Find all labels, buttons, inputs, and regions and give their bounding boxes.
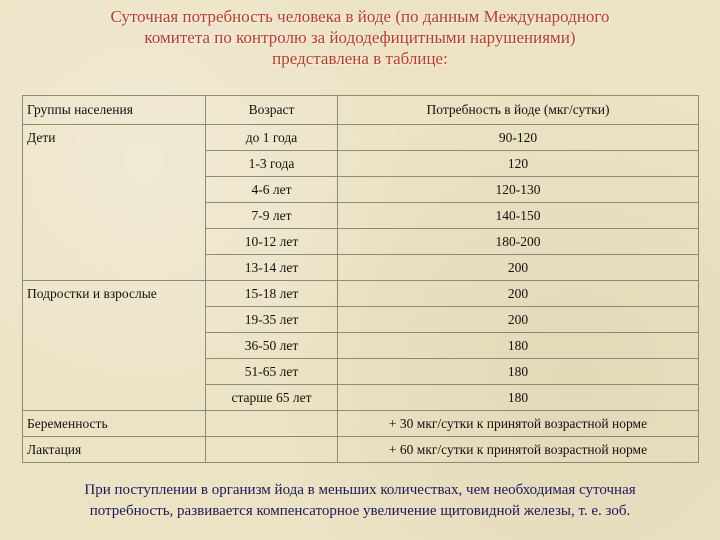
- need-cell: 90-120: [338, 125, 699, 151]
- need-cell: 120: [338, 151, 699, 177]
- need-cell: 200: [338, 307, 699, 333]
- header-age: Возраст: [206, 96, 338, 125]
- need-cell: 200: [338, 281, 699, 307]
- title-line-1: Суточная потребность человека в йоде (по данным Международного: [110, 7, 610, 26]
- age-cell: 19-35 лет: [206, 307, 338, 333]
- title-line-3: представлена в таблице:: [272, 49, 448, 68]
- footer-line-1: При поступлении в организм йода в меньших количествах, чем необходимая суточная: [84, 482, 636, 498]
- age-cell: 1-3 года: [206, 151, 338, 177]
- table-header-row: [23, 96, 699, 125]
- need-lactation: + 60 мкг/сутки к принятой возрастной норме: [338, 437, 699, 463]
- table-row: [23, 125, 699, 151]
- empty-age-cell: [206, 437, 338, 463]
- age-cell: 15-18 лет: [206, 281, 338, 307]
- empty-age-cell: [206, 411, 338, 437]
- need-cell: 180: [338, 333, 699, 359]
- need-pregnancy: + 30 мкг/сутки к принятой возрастной норме: [338, 411, 699, 437]
- age-cell: до 1 года: [206, 125, 338, 151]
- iodine-requirement-table: [22, 95, 699, 463]
- need-cell: 180: [338, 359, 699, 385]
- header-group: Группы населения: [23, 96, 206, 125]
- group-teens-adults: Подростки и взрослые: [23, 281, 206, 411]
- header-need: Потребность в йоде (мкг/сутки): [338, 96, 699, 125]
- group-children: Дети: [23, 125, 206, 281]
- need-cell: 180-200: [338, 229, 699, 255]
- age-cell: 10-12 лет: [206, 229, 338, 255]
- need-cell: 200: [338, 255, 699, 281]
- need-cell: 140-150: [338, 203, 699, 229]
- age-cell: 4-6 лет: [206, 177, 338, 203]
- footer-note: [14, 480, 706, 522]
- age-cell: 7-9 лет: [206, 203, 338, 229]
- age-cell: 13-14 лет: [206, 255, 338, 281]
- table-row: [23, 281, 699, 307]
- group-lactation: Лактация: [23, 437, 206, 463]
- need-cell: 180: [338, 385, 699, 411]
- age-cell: 36-50 лет: [206, 333, 338, 359]
- table-row-lactation: [23, 437, 699, 463]
- title-line-2: комитета по контролю за йододефицитными нарушениями): [144, 28, 576, 47]
- page-title: [40, 6, 680, 69]
- group-pregnancy: Беременность: [23, 411, 206, 437]
- need-cell: 120-130: [338, 177, 699, 203]
- age-cell: 51-65 лет: [206, 359, 338, 385]
- footer-line-2: потребность, развивается компенсаторное увеличение щитовидной железы, т. е. зоб.: [89, 503, 631, 519]
- table-row-pregnancy: [23, 411, 699, 437]
- age-cell: старше 65 лет: [206, 385, 338, 411]
